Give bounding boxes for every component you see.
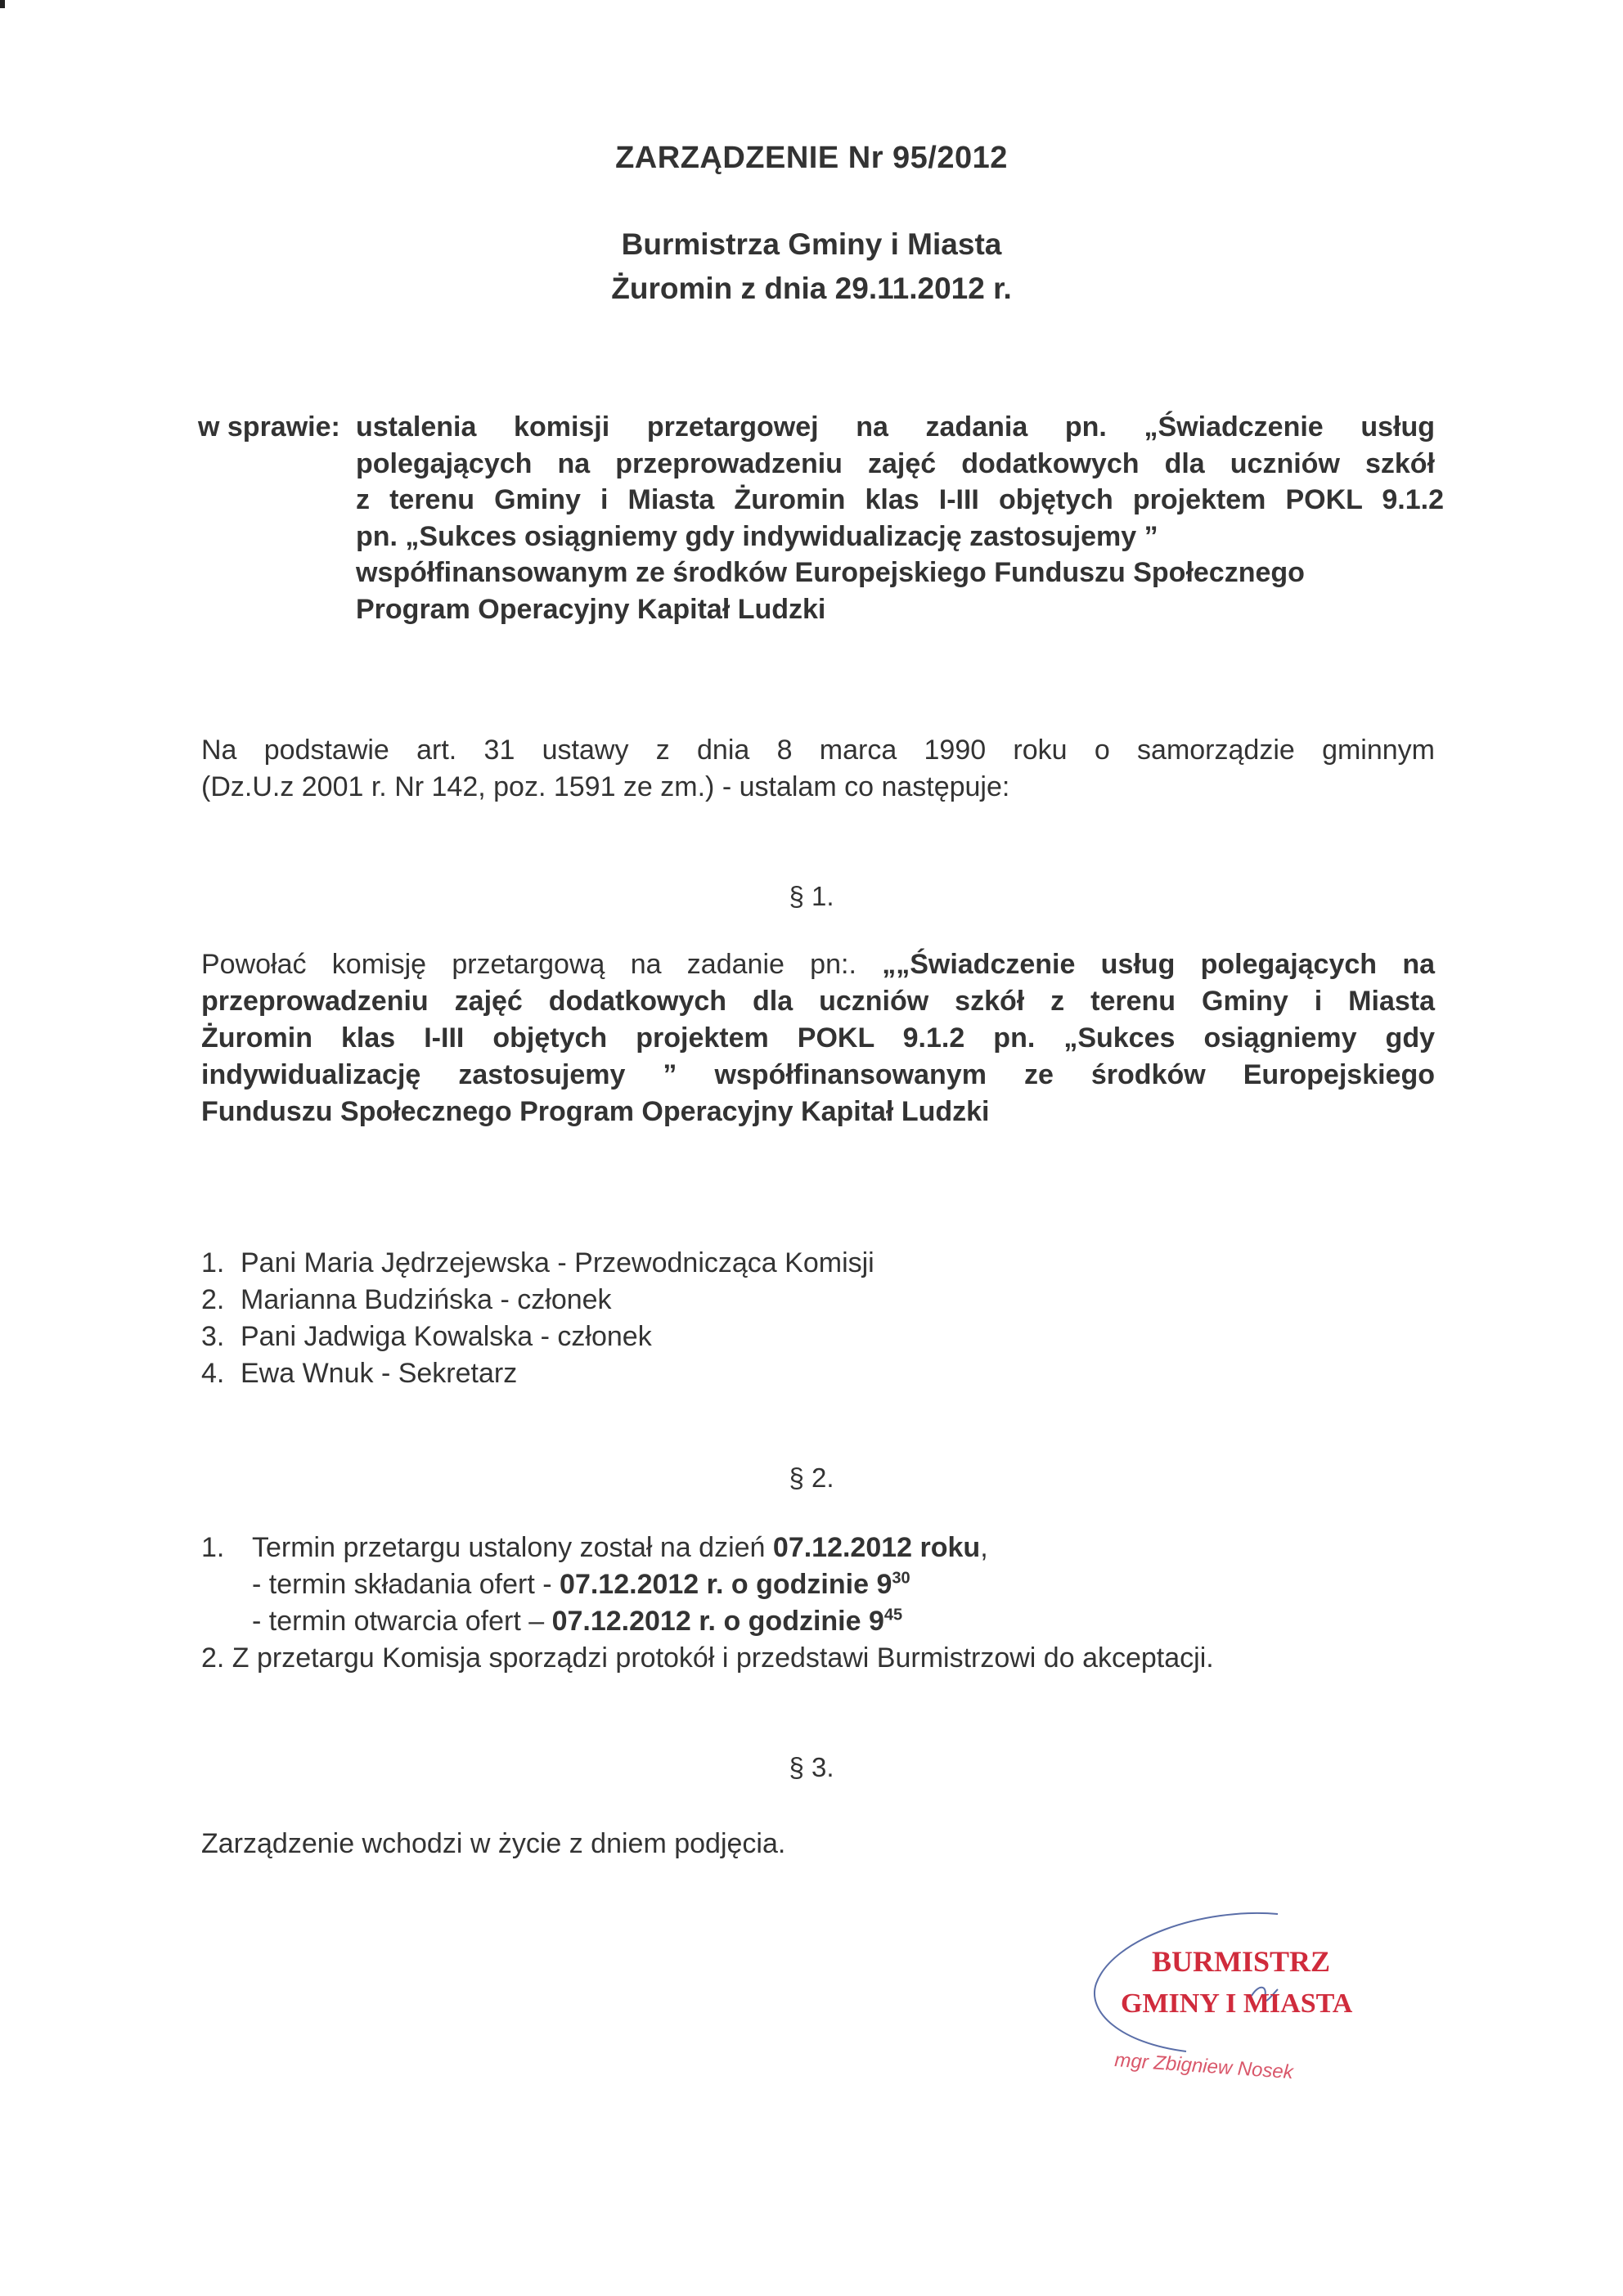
legal-basis <box>201 732 1435 806</box>
list-item: 2. Marianna Budzińska - członek <box>201 1284 612 1315</box>
legal-basis-line-1: Na podstawie art. 31 ustawy z dnia 8 marca 1990 roku o samorządzie gminnym <box>201 735 1435 766</box>
list-item: - termin składania ofert - 07.12.2012 r. o godzinie $9^{30}$ <box>252 1569 910 1600</box>
subtitle-line-1: Burmistrza Gminy i Miasta <box>621 227 1002 261</box>
subject-prefix: w sprawie: <box>198 411 340 443</box>
section-1-first-line <box>201 946 1435 983</box>
subject-line: pn. „Sukces osiągniemy gdy indywidualizację zastosujemy ” <box>356 520 1158 552</box>
subject-line: ustalenia komisji przetargowej na zadania pn. „Świadczenie usług <box>356 411 1435 443</box>
section-3-text: Zarządzenie wchodzi w życie z dniem podjęcia. <box>201 1828 786 1859</box>
stamp-signature: mgr Zbigniew Nosek <box>1113 2049 1294 2084</box>
signature-stroke <box>1095 1913 1278 2051</box>
list-item: 4. Ewa Wnuk - Sekretarz <box>201 1358 518 1389</box>
tender-date: 07.12.2012 roku <box>772 1532 981 1563</box>
document-subtitle <box>0 222 1623 311</box>
stamp-line-1: BURMISTRZ <box>1152 1945 1331 1978</box>
section-1-task-line: przeprowadzeniu zajęć dodatkowych dla uczniów szkół z terenu Gminy i Miasta <box>201 986 1435 1017</box>
committee-members-list <box>201 1245 874 1392</box>
section-1-task-start: „„Świadczenie usług polegających na <box>882 949 1435 980</box>
section-1-task-line: indywidualizację zastosujemy ” współfinansowanym ze środków Europejskiego <box>201 1059 1435 1090</box>
section-1-intro: Powołać komisję przetargową na zadanie pn:. <box>201 949 856 980</box>
scan-edge-mark <box>0 0 5 8</box>
list-item: 3. Pani Jadwiga Kowalska - członek <box>201 1321 652 1352</box>
subject-line: współfinansowanym ze środków Europejskiego Funduszu Społecznego <box>356 557 1305 588</box>
legal-basis-line-2: (Dz.U.z 2001 r. Nr 142, poz. 1591 ze zm.) - ustalam co następuje: <box>201 771 1010 802</box>
section-2-list <box>201 1530 1214 1677</box>
section-3-mark: § 3. <box>789 1752 834 1782</box>
subject-line: z terenu Gminy i Miasta Żuromin klas I-III objętych projektem POKL 9.1.2 <box>356 484 1444 515</box>
subject-line: polegających na przeprowadzeniu zajęć dodatkowych dla uczniów szkół <box>356 447 1435 479</box>
subject-block <box>198 409 1444 627</box>
document-title: ZARZĄDZENIE Nr 95/2012 <box>615 141 1008 175</box>
list-item: 1. Termin przetargu ustalony został na dzień 07.12.2012 roku, <box>201 1532 988 1563</box>
subtitle-line-2: Żuromin z dnia 29.11.2012 r. <box>611 272 1012 305</box>
section-1-text <box>201 946 1435 1130</box>
list-item: 1. Pani Maria Jędrzejewska - Przewodnicząca Komisji <box>201 1247 874 1278</box>
subject-line: Program Operacyjny Kapitał Ludzki <box>356 593 826 625</box>
section-2-mark: § 2. <box>789 1463 834 1493</box>
list-item: 2. Z przetargu Komisja sporządzi protokół i przedstawi Burmistrzowi do akceptacji. <box>201 1642 1214 1674</box>
list-item: - termin otwarcia ofert – 07.12.2012 r. o godzinie $9^{45}$ <box>252 1606 903 1637</box>
section-1-mark: § 1. <box>789 881 834 911</box>
section-1-task-line: Żuromin klas I-III objętych projektem POKL 9.1.2 pn. „Sukces osiągniemy gdy <box>201 1022 1435 1054</box>
mayor-stamp <box>1063 1906 1391 2086</box>
section-1-task-line: Funduszu Społecznego Program Operacyjny Kapitał Ludzki <box>201 1096 990 1127</box>
stamp-line-2: GMINY I MIASTA <box>1121 1988 1353 2019</box>
subject-body <box>356 409 1444 627</box>
